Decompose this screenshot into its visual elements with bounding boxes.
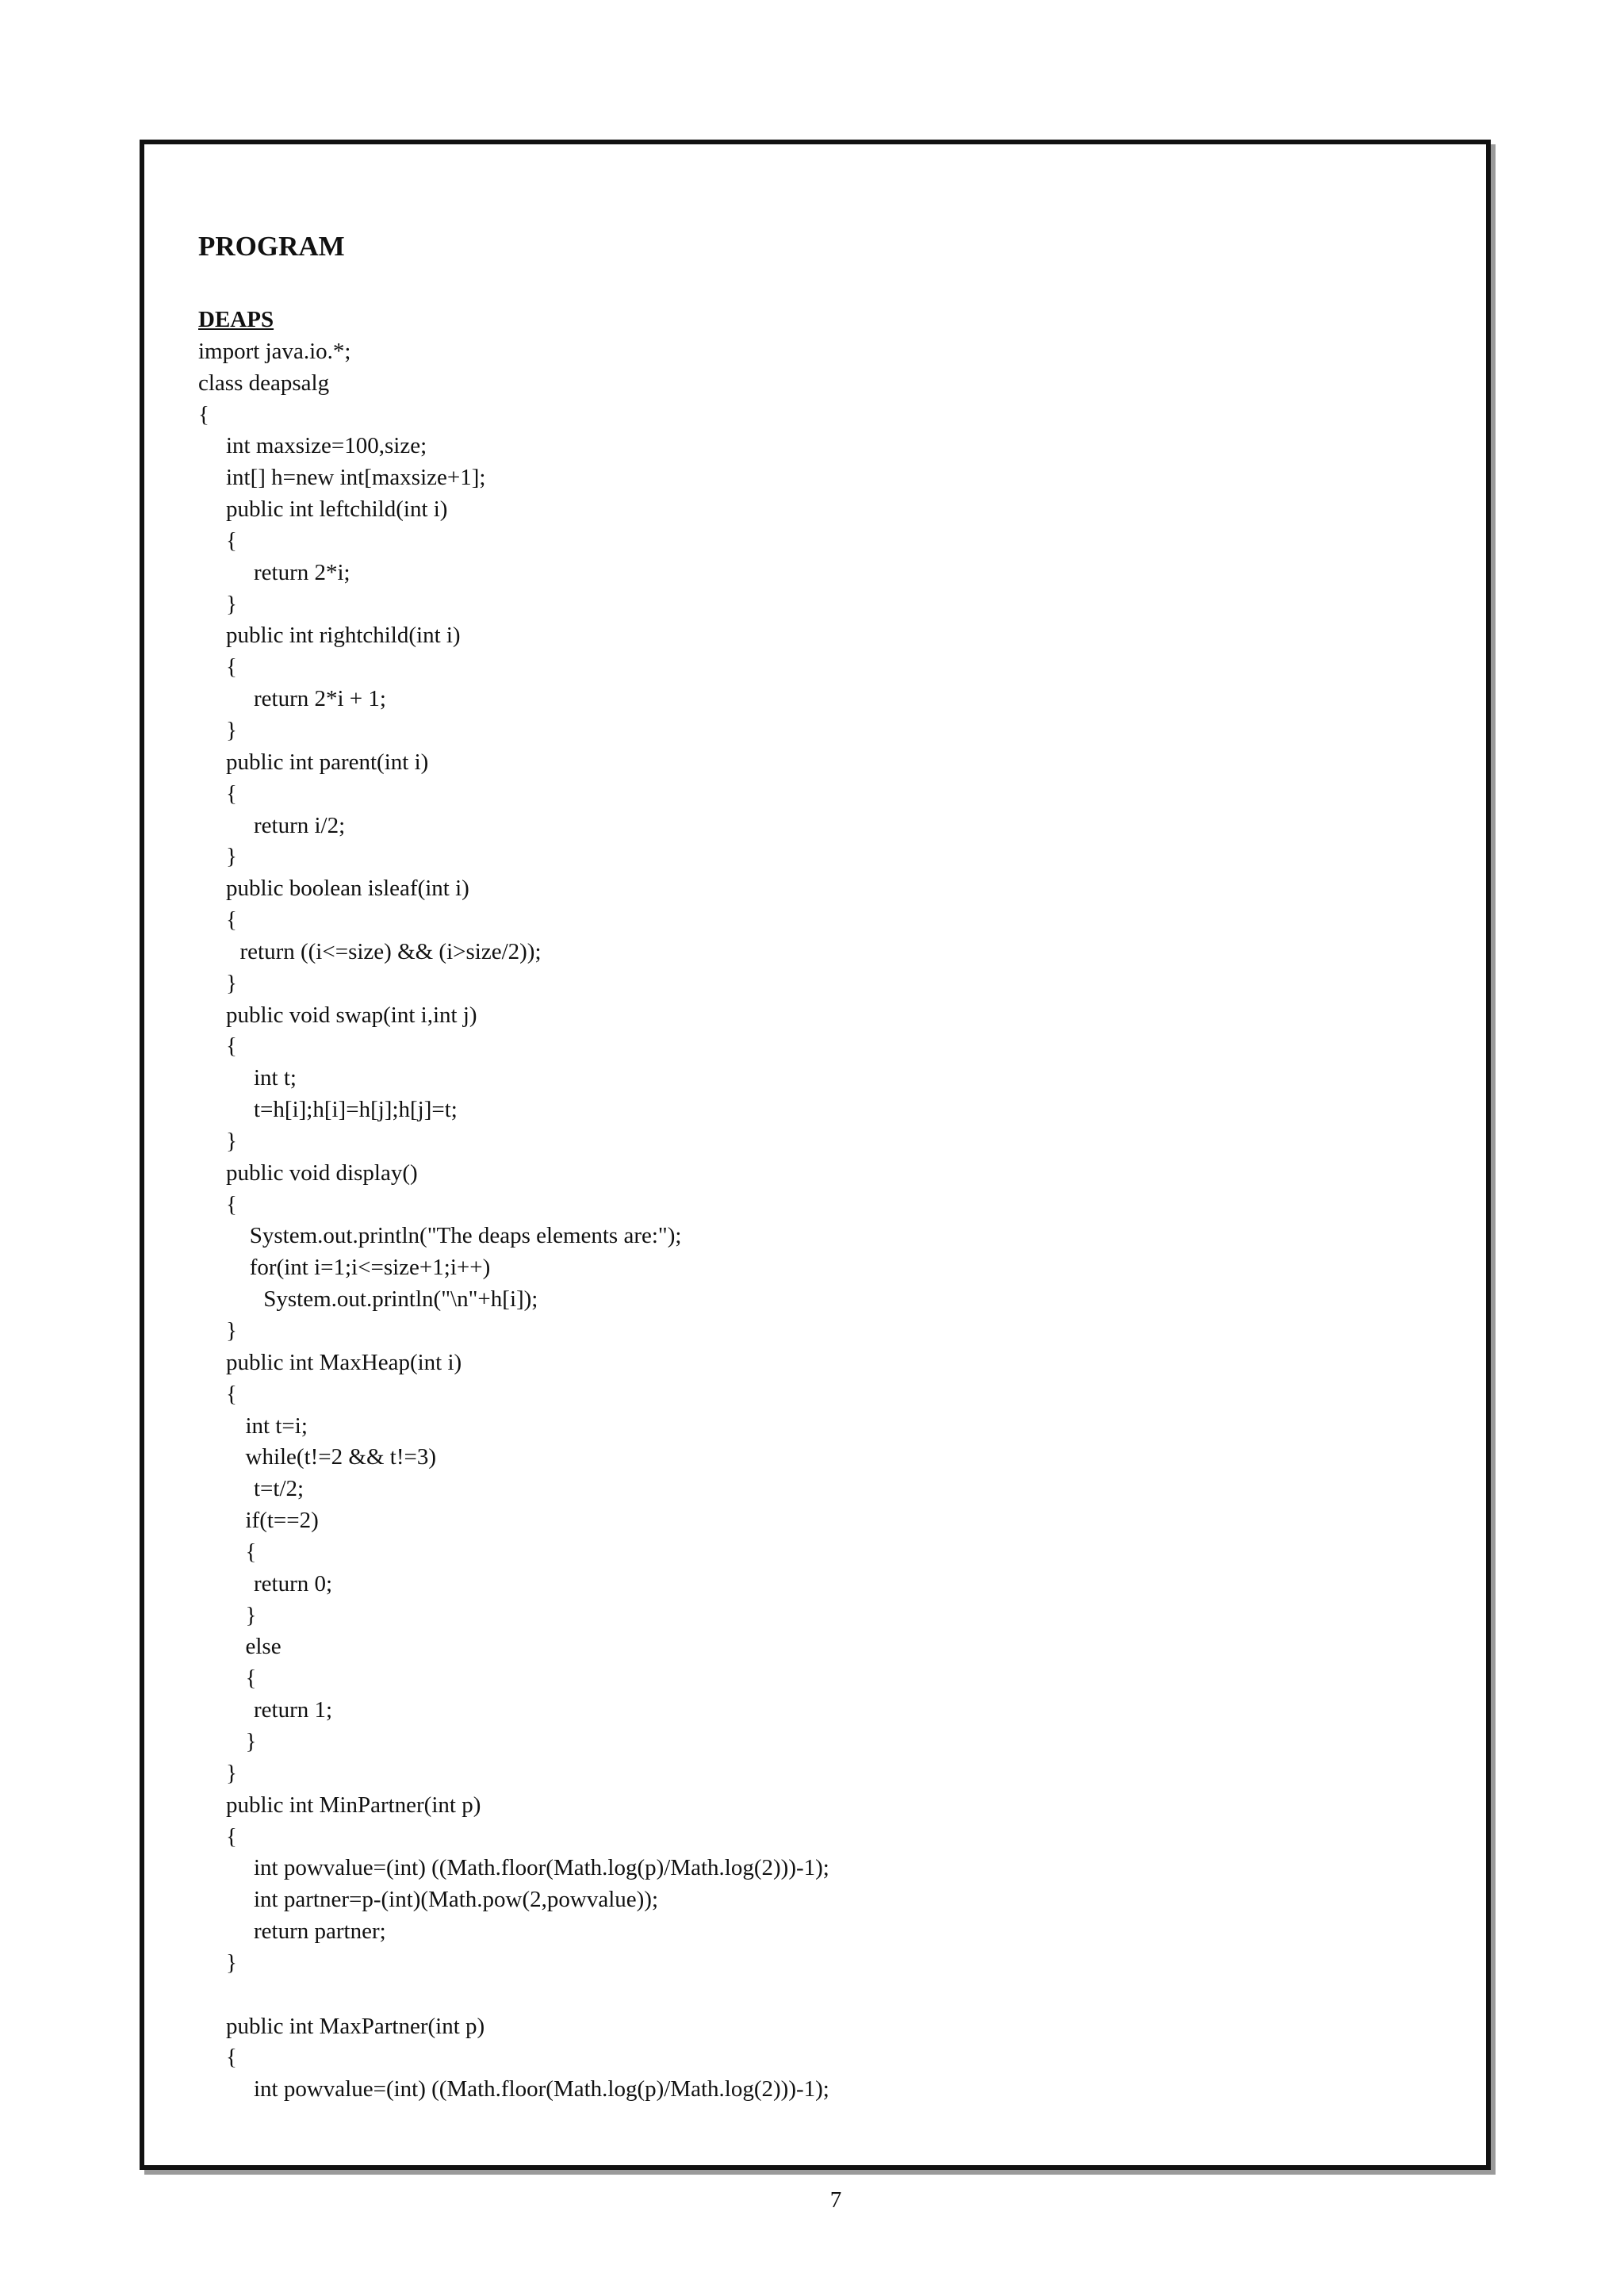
section-subheading: DEAPS	[198, 307, 274, 332]
code-line: return 2*i;	[254, 559, 350, 585]
code-line: int maxsize=100,size;	[226, 433, 427, 459]
code-line: public void swap(int i,int j)	[226, 1002, 477, 1028]
code-line: }	[226, 970, 237, 996]
code-line: if(t==2)	[245, 1508, 319, 1534]
code-line: {	[226, 1191, 237, 1217]
code-line: System.out.println("The deaps elements are:");	[249, 1223, 682, 1249]
code-line: public int MaxPartner(int p)	[226, 2013, 485, 2039]
code-line: }	[226, 1128, 237, 1154]
code-line: t=h[i];h[i]=h[j];h[j]=t;	[254, 1097, 458, 1123]
code-line: {	[198, 401, 209, 427]
code-line: {	[226, 2045, 237, 2071]
code-listing	[198, 305, 829, 2106]
code-line: public int parent(int i)	[226, 749, 429, 775]
code-line: for(int i=1;i<=size+1;i++)	[249, 1255, 491, 1281]
code-line: {	[226, 907, 237, 933]
program-heading: PROGRAM	[198, 231, 345, 262]
code-line: {	[226, 527, 237, 554]
code-line: {	[226, 780, 237, 807]
code-line: int t;	[254, 1065, 297, 1091]
code-line: }	[245, 1728, 257, 1754]
code-line: }	[245, 1602, 257, 1628]
code-line: else	[245, 1634, 282, 1660]
code-line: return ((i<=size) && (i>size/2));	[239, 938, 542, 964]
code-line: {	[226, 1033, 237, 1060]
code-line: public int rightchild(int i)	[226, 623, 461, 649]
code-line: int partner=p-(int)(Math.pow(2,powvalue));	[254, 1887, 659, 1913]
code-line: }	[226, 844, 237, 870]
code-line: {	[226, 1381, 237, 1407]
code-line: public int MinPartner(int p)	[226, 1792, 481, 1818]
code-line: import java.io.*;	[198, 338, 351, 364]
page-number: 7	[829, 2187, 842, 2213]
code-line: int[] h=new int[maxsize+1];	[226, 465, 486, 491]
code-line: {	[245, 1539, 257, 1565]
code-line	[198, 1980, 829, 2011]
code-line: int powvalue=(int) ((Math.floor(Math.log(p)/Math.log(2)))-1);	[254, 1855, 829, 1881]
code-line: int powvalue=(int) ((Math.floor(Math.log(p)/Math.log(2)))-1);	[254, 2076, 829, 2102]
code-line: return 2*i + 1;	[254, 686, 386, 712]
code-line: public int MaxHeap(int i)	[226, 1349, 462, 1375]
code-line: }	[226, 591, 237, 617]
code-line: return i/2;	[254, 812, 346, 838]
code-line: class deapsalg	[198, 370, 330, 396]
code-line: }	[226, 1949, 237, 1976]
code-line: public int leftchild(int i)	[226, 496, 448, 523]
code-line: return partner;	[254, 1918, 386, 1945]
code-line: System.out.println("\n"+h[i]);	[263, 1286, 538, 1313]
code-line: {	[226, 654, 237, 680]
code-line: while(t!=2 && t!=3)	[245, 1444, 436, 1470]
code-line: }	[226, 717, 237, 743]
code-line: return 0;	[254, 1570, 333, 1596]
code-line: public boolean isleaf(int i)	[226, 876, 469, 902]
code-line: t=t/2;	[254, 1476, 304, 1502]
code-line: {	[226, 1823, 237, 1849]
code-line: {	[245, 1665, 257, 1692]
code-line: int t=i;	[245, 1412, 308, 1439]
code-line: }	[226, 1760, 237, 1786]
code-line: public void display()	[226, 1159, 418, 1186]
code-line: }	[226, 1318, 237, 1343]
code-line: return 1;	[254, 1697, 333, 1723]
